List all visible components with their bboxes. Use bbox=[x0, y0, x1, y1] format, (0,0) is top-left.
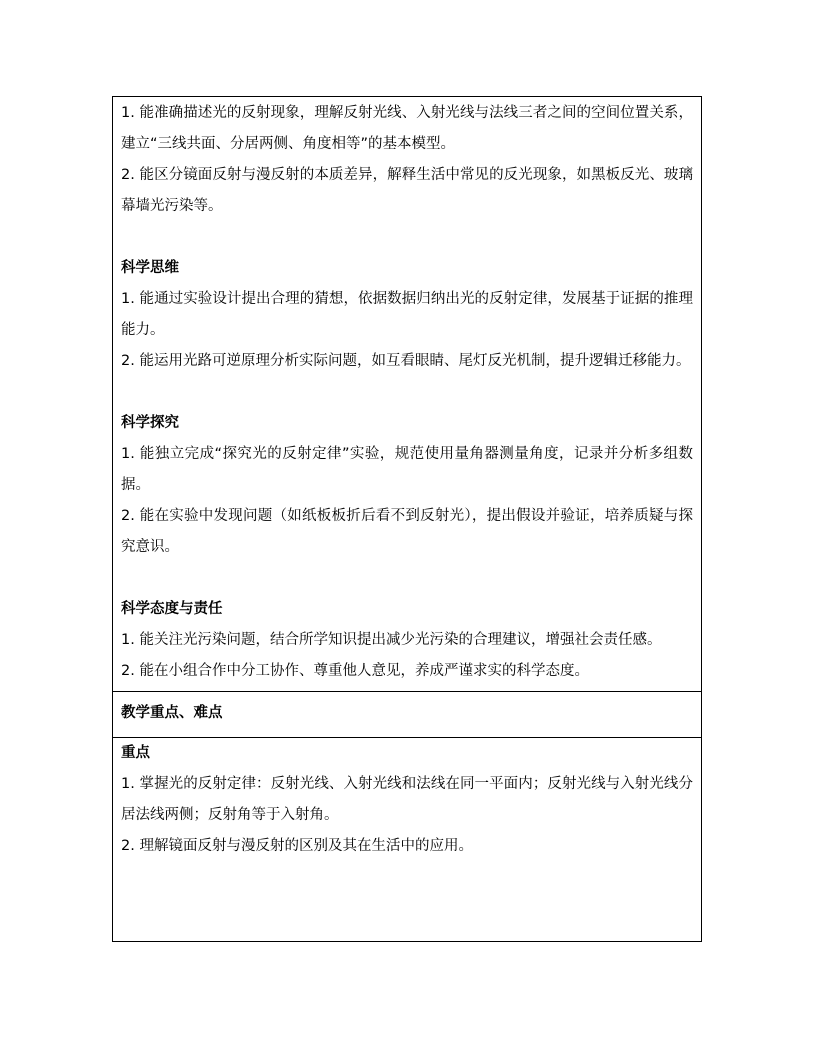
thinking-item-1: 1. 能通过实验设计提出合理的猜想，依据数据归纳出光的反射定律，发展基于证据的推理能力。 bbox=[121, 291, 693, 338]
blank-line bbox=[121, 563, 693, 594]
blank-line bbox=[121, 222, 693, 253]
key-points-header-cell bbox=[113, 691, 701, 737]
key-point-item-1: 1. 掌握光的反射定律：反射光线、入射光线和法线在同一平面内；反射光线与入射光线分居法线两侧；反射角等于入射角。 bbox=[121, 776, 693, 823]
attitude-item-2: 2. 能在小组合作中分工协作、尊重他人意见，养成严谨求实的科学态度。 bbox=[121, 663, 589, 679]
lesson-plan-table bbox=[112, 96, 702, 942]
key-point-item-2: 2. 理解镜面反射与漫反射的区别及其在生活中的应用。 bbox=[121, 838, 473, 854]
thinking-item-2: 2. 能运用光路可逆原理分析实际问题，如互看眼睛、尾灯反光机制，提升逻辑迁移能力。 bbox=[121, 353, 691, 369]
blank-line bbox=[121, 377, 693, 408]
section-heading-inquiry: 科学探究 bbox=[121, 415, 179, 431]
objective-item-2: 2. 能区分镜面反射与漫反射的本质差异，解释生活中常见的反光现象，如黑板反光、玻璃幕墙光污染等。 bbox=[121, 167, 693, 214]
section-heading-attitude: 科学态度与责任 bbox=[121, 601, 223, 617]
section-heading-key-points: 重点 bbox=[121, 745, 150, 761]
inquiry-item-1: 1. 能独立完成“探究光的反射定律”实验，规范使用量角器测量角度，记录并分析多组数据。 bbox=[121, 446, 693, 493]
inquiry-item-2: 2. 能在实验中发现问题（如纸板板折后看不到反射光），提出假设并验证，培养质疑与探究意识。 bbox=[121, 508, 693, 555]
section-heading-thinking: 科学思维 bbox=[121, 260, 179, 276]
objective-item-1: 1. 能准确描述光的反射现象，理解反射光线、入射光线与法线三者之间的空间位置关系，建立“三线共面、分居两侧、角度相等”的基本模型。 bbox=[121, 105, 693, 152]
attitude-item-1: 1. 能关注光污染问题，结合所学知识提出减少光污染的合理建议，增强社会责任感。 bbox=[121, 632, 662, 648]
key-points-header: 教学重点、难点 bbox=[121, 705, 223, 721]
key-points-cell bbox=[113, 737, 701, 941]
objectives-cell bbox=[113, 97, 701, 691]
